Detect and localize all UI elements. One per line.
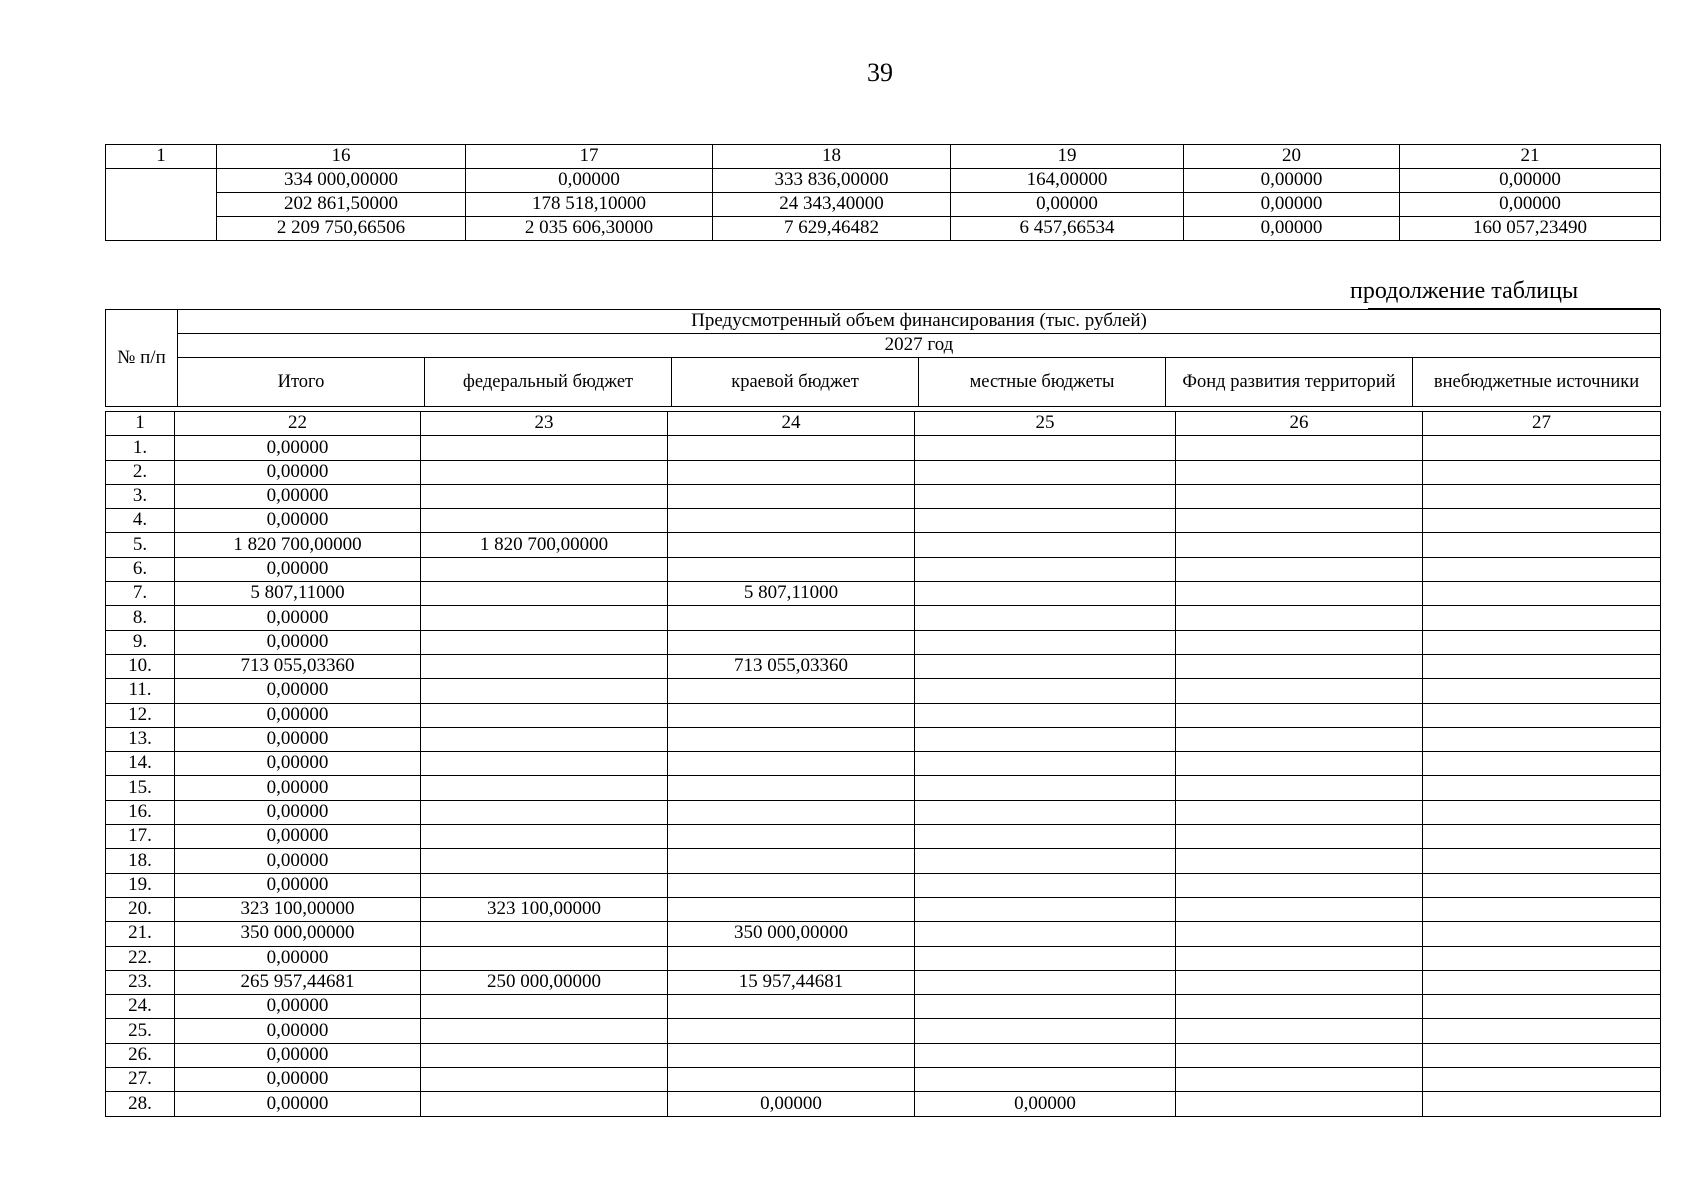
table-cell [421,922,668,946]
table-row [106,1043,1661,1067]
table-cell: 0,00000 [175,1043,421,1067]
table-cell: 350 000,00000 [175,922,421,946]
table-row [106,217,1661,241]
row-number: 6. [106,557,175,581]
table-cell [668,484,915,508]
table-cell [1176,1092,1423,1116]
table-cell [1176,849,1423,873]
row-number: 22. [106,946,175,970]
table-cell [915,606,1176,630]
column-number: 22 [175,412,421,436]
top-table-header-row [106,145,1661,169]
table-cell [668,776,915,800]
row-number: 11. [106,679,175,703]
table-cell: 202 861,50000 [217,193,466,217]
row-number: 13. [106,727,175,751]
table-row [106,922,1661,946]
table-cell [915,1043,1176,1067]
row-number: 7. [106,582,175,606]
table-cell [668,436,915,460]
table-cell [1176,484,1423,508]
column-number: 17 [466,145,713,169]
table-cell [915,800,1176,824]
table-cell [1176,582,1423,606]
year-header: 2027 год [178,334,1661,358]
table-cell [421,606,668,630]
table-cell [1176,922,1423,946]
table-cell [915,776,1176,800]
table-cell [1423,727,1661,751]
column-number: 23 [421,412,668,436]
table-row [106,995,1661,1019]
column-title-local: местные бюджеты [919,358,1166,407]
table-cell: 334 000,00000 [217,169,466,193]
table-cell [1176,897,1423,921]
table-cell [915,1068,1176,1092]
table-cell [421,825,668,849]
table-cell [421,557,668,581]
table-cell [915,849,1176,873]
table-cell [1176,873,1423,897]
row-number: 19. [106,873,175,897]
column-number: 18 [713,145,951,169]
table-cell [668,1068,915,1092]
table-cell [1176,436,1423,460]
table-cell: 0,00000 [175,460,421,484]
table-cell: 0,00000 [175,630,421,654]
table-cell [915,557,1176,581]
table-cell [1176,752,1423,776]
table-cell: 250 000,00000 [421,970,668,994]
table-cell [1423,752,1661,776]
table-cell [1423,606,1661,630]
table-cell: 0,00000 [175,1019,421,1043]
column-title-extrabudgetary: внебюджетные источники [1413,358,1661,407]
table-cell [421,630,668,654]
row-number: 9. [106,630,175,654]
row-number: 26. [106,1043,175,1067]
table-cell [668,849,915,873]
row-number: 23. [106,970,175,994]
table-cell [421,727,668,751]
column-title-regional: краевой бюджет [672,358,919,407]
table-cell [915,970,1176,994]
table-cell: 0,00000 [175,436,421,460]
table-cell: 713 055,03360 [175,654,421,678]
table-cell: 0,00000 [1400,169,1661,193]
table-cell [421,484,668,508]
table-cell [1423,654,1661,678]
row-number: 16. [106,800,175,824]
table-cell: 0,00000 [175,849,421,873]
table-row [106,946,1661,970]
table-cell [421,436,668,460]
table-cell: 0,00000 [175,703,421,727]
column-number-row [106,412,1661,436]
table-cell: 0,00000 [175,509,421,533]
table-cell [421,1019,668,1043]
table-cell: 24 343,40000 [713,193,951,217]
table-cell [1423,873,1661,897]
row-number: 1. [106,436,175,460]
table-row [106,169,1661,193]
table-cell [421,654,668,678]
column-number: 26 [1176,412,1423,436]
column-number: 25 [915,412,1176,436]
table-cell [1176,1019,1423,1043]
table-cell [1423,460,1661,484]
table-cell [1176,825,1423,849]
column-number: 20 [1184,145,1400,169]
table-cell [668,557,915,581]
table-row [106,825,1661,849]
table-cell: 0,00000 [175,679,421,703]
table-cell [668,897,915,921]
table-cell [915,897,1176,921]
table-cell [1423,1043,1661,1067]
table-cell [915,484,1176,508]
table-cell [668,606,915,630]
table-cell: 0,00000 [175,752,421,776]
table-cell [1176,703,1423,727]
empty-number-cell [106,169,217,241]
table-cell: 0,00000 [175,727,421,751]
table-cell [668,460,915,484]
table-cell: 323 100,00000 [421,897,668,921]
table-cell: 2 209 750,66506 [217,217,466,241]
table-cell [1176,654,1423,678]
row-number: 2. [106,460,175,484]
column-title-total: Итого [178,358,425,407]
table-cell [668,533,915,557]
table-row [106,1019,1661,1043]
table-cell [668,679,915,703]
table-cell [421,460,668,484]
table-cell [421,1068,668,1092]
table-cell: 0,00000 [175,995,421,1019]
table-cell: 0,00000 [175,873,421,897]
table-cell [1423,800,1661,824]
table-cell [668,630,915,654]
table-row [106,630,1661,654]
table-cell: 333 836,00000 [713,169,951,193]
table-cell: 0,00000 [668,1092,915,1116]
table-cell [668,509,915,533]
table-cell [1176,460,1423,484]
table-cell: 0,00000 [466,169,713,193]
table-cell: 0,00000 [175,825,421,849]
row-number: 8. [106,606,175,630]
table-cell [421,582,668,606]
table-cell [1423,703,1661,727]
table-row [106,727,1661,751]
table-row [106,533,1661,557]
row-number: 14. [106,752,175,776]
table-cell [668,1043,915,1067]
table-cell: 323 100,00000 [175,897,421,921]
table-cell [915,533,1176,557]
table-row [106,509,1661,533]
table-cell [668,800,915,824]
table-cell [915,873,1176,897]
table-cell [915,679,1176,703]
table-cell [1423,946,1661,970]
row-number: 25. [106,1019,175,1043]
table-cell [1176,533,1423,557]
table-row [106,873,1661,897]
table-cell [915,460,1176,484]
table-cell [1423,557,1661,581]
table-cell [1423,1092,1661,1116]
table-cell: 265 957,44681 [175,970,421,994]
table-cell [1423,484,1661,508]
table-cell [421,703,668,727]
funding-header: Предусмотренный объем финансирования (тыс. рублей) [178,310,1661,334]
table-cell [1423,533,1661,557]
table-row [106,703,1661,727]
table-cell [915,582,1176,606]
table-cell [668,703,915,727]
table-cell [668,995,915,1019]
table-row [106,897,1661,921]
table-cell [1176,800,1423,824]
table-cell: 178 518,10000 [466,193,713,217]
page-number: 39 [867,58,893,87]
table-cell [421,995,668,1019]
table-cell: 0,00000 [1184,193,1400,217]
table-cell [1423,1019,1661,1043]
row-number: 4. [106,509,175,533]
table-cell [421,776,668,800]
column-number: 27 [1423,412,1661,436]
table-cell [421,509,668,533]
column-number: 16 [217,145,466,169]
table-row [106,679,1661,703]
row-number: 27. [106,1068,175,1092]
row-number: 21. [106,922,175,946]
row-number: 12. [106,703,175,727]
table-cell [668,825,915,849]
table-cell: 0,00000 [175,1092,421,1116]
table-cell: 0,00000 [175,946,421,970]
table-row [106,1068,1661,1092]
main-table-body [106,412,1661,1117]
table-cell: 6 457,66534 [951,217,1184,241]
table-cell [1176,946,1423,970]
table-cell [1423,582,1661,606]
column-title-federal: федеральный бюджет [425,358,672,407]
row-number: 10. [106,654,175,678]
table-cell [1176,727,1423,751]
table-cell [915,630,1176,654]
table-cell [1423,436,1661,460]
column-number: 24 [668,412,915,436]
table-cell [1423,970,1661,994]
table-cell [915,995,1176,1019]
table-cell: 0,00000 [175,606,421,630]
table-cell [421,946,668,970]
table-cell [915,752,1176,776]
number-column-header: № п/п [106,310,178,407]
table-row [106,460,1661,484]
table-cell [421,873,668,897]
table-row [106,484,1661,508]
table-cell: 1 820 700,00000 [421,533,668,557]
row-number: 5. [106,533,175,557]
table-row [106,1092,1661,1116]
table-cell: 0,00000 [1400,193,1661,217]
table-cell: 7 629,46482 [713,217,951,241]
table-cell [1176,630,1423,654]
table-cell [1423,1068,1661,1092]
top-table [105,144,1661,241]
table-cell [1176,1068,1423,1092]
table-row [106,606,1661,630]
table-row [106,654,1661,678]
table-cell: 350 000,00000 [668,922,915,946]
table-cell [1176,606,1423,630]
table-cell [1423,509,1661,533]
table-cell [421,1092,668,1116]
table-cell [668,946,915,970]
main-table [105,411,1661,1117]
table-row [106,800,1661,824]
table-cell: 15 957,44681 [668,970,915,994]
continuation-label: продолжение таблицы [1350,278,1579,304]
table-cell [1176,970,1423,994]
table-cell [915,509,1176,533]
row-number: 20. [106,897,175,921]
table-cell [1423,995,1661,1019]
table-cell [668,752,915,776]
table-cell: 1 820 700,00000 [175,533,421,557]
table-cell [1423,679,1661,703]
table-cell: 0,00000 [175,800,421,824]
table-cell: 0,00000 [951,193,1184,217]
row-number: 3. [106,484,175,508]
table-cell [421,800,668,824]
table-cell: 5 807,11000 [175,582,421,606]
column-number: 19 [951,145,1184,169]
main-table-header [105,309,1661,407]
table-cell: 0,00000 [175,1068,421,1092]
table-cell: 0,00000 [915,1092,1176,1116]
table-cell [1423,849,1661,873]
table-cell [668,873,915,897]
table-cell: 0,00000 [1184,169,1400,193]
table-cell [915,654,1176,678]
table-cell [915,727,1176,751]
row-number: 18. [106,849,175,873]
table-row [106,849,1661,873]
table-cell [1423,776,1661,800]
table-cell [1176,776,1423,800]
table-cell [668,1019,915,1043]
table-cell [915,436,1176,460]
row-number: 28. [106,1092,175,1116]
table-cell [421,679,668,703]
table-row [106,970,1661,994]
table-row [106,436,1661,460]
table-cell [1423,630,1661,654]
table-cell [421,849,668,873]
column-title-territory-fund: Фонд развития территорий [1166,358,1413,407]
column-number: 1 [106,412,175,436]
table-cell [915,825,1176,849]
table-cell [915,703,1176,727]
table-cell: 160 057,23490 [1400,217,1661,241]
table-cell: 0,00000 [1184,217,1400,241]
table-cell: 713 055,03360 [668,654,915,678]
table-row [106,557,1661,581]
table-cell [1176,557,1423,581]
column-number: 1 [106,145,217,169]
table-cell [421,1043,668,1067]
table-cell [421,752,668,776]
table-row [106,193,1661,217]
column-number: 21 [1400,145,1661,169]
table-cell [1423,825,1661,849]
table-cell [1176,1043,1423,1067]
table-row [106,776,1661,800]
table-cell [1423,922,1661,946]
table-cell [1176,995,1423,1019]
row-number: 24. [106,995,175,1019]
table-cell [915,922,1176,946]
table-cell [1423,897,1661,921]
table-cell: 5 807,11000 [668,582,915,606]
table-cell [1176,509,1423,533]
table-cell: 0,00000 [175,557,421,581]
table-cell [1176,679,1423,703]
table-cell: 2 035 606,30000 [466,217,713,241]
table-cell: 0,00000 [175,776,421,800]
table-cell [915,946,1176,970]
table-cell: 164,00000 [951,169,1184,193]
row-number: 15. [106,776,175,800]
table-cell: 0,00000 [175,484,421,508]
row-number: 17. [106,825,175,849]
table-cell [668,727,915,751]
table-cell [915,1019,1176,1043]
table-row [106,752,1661,776]
table-row [106,582,1661,606]
